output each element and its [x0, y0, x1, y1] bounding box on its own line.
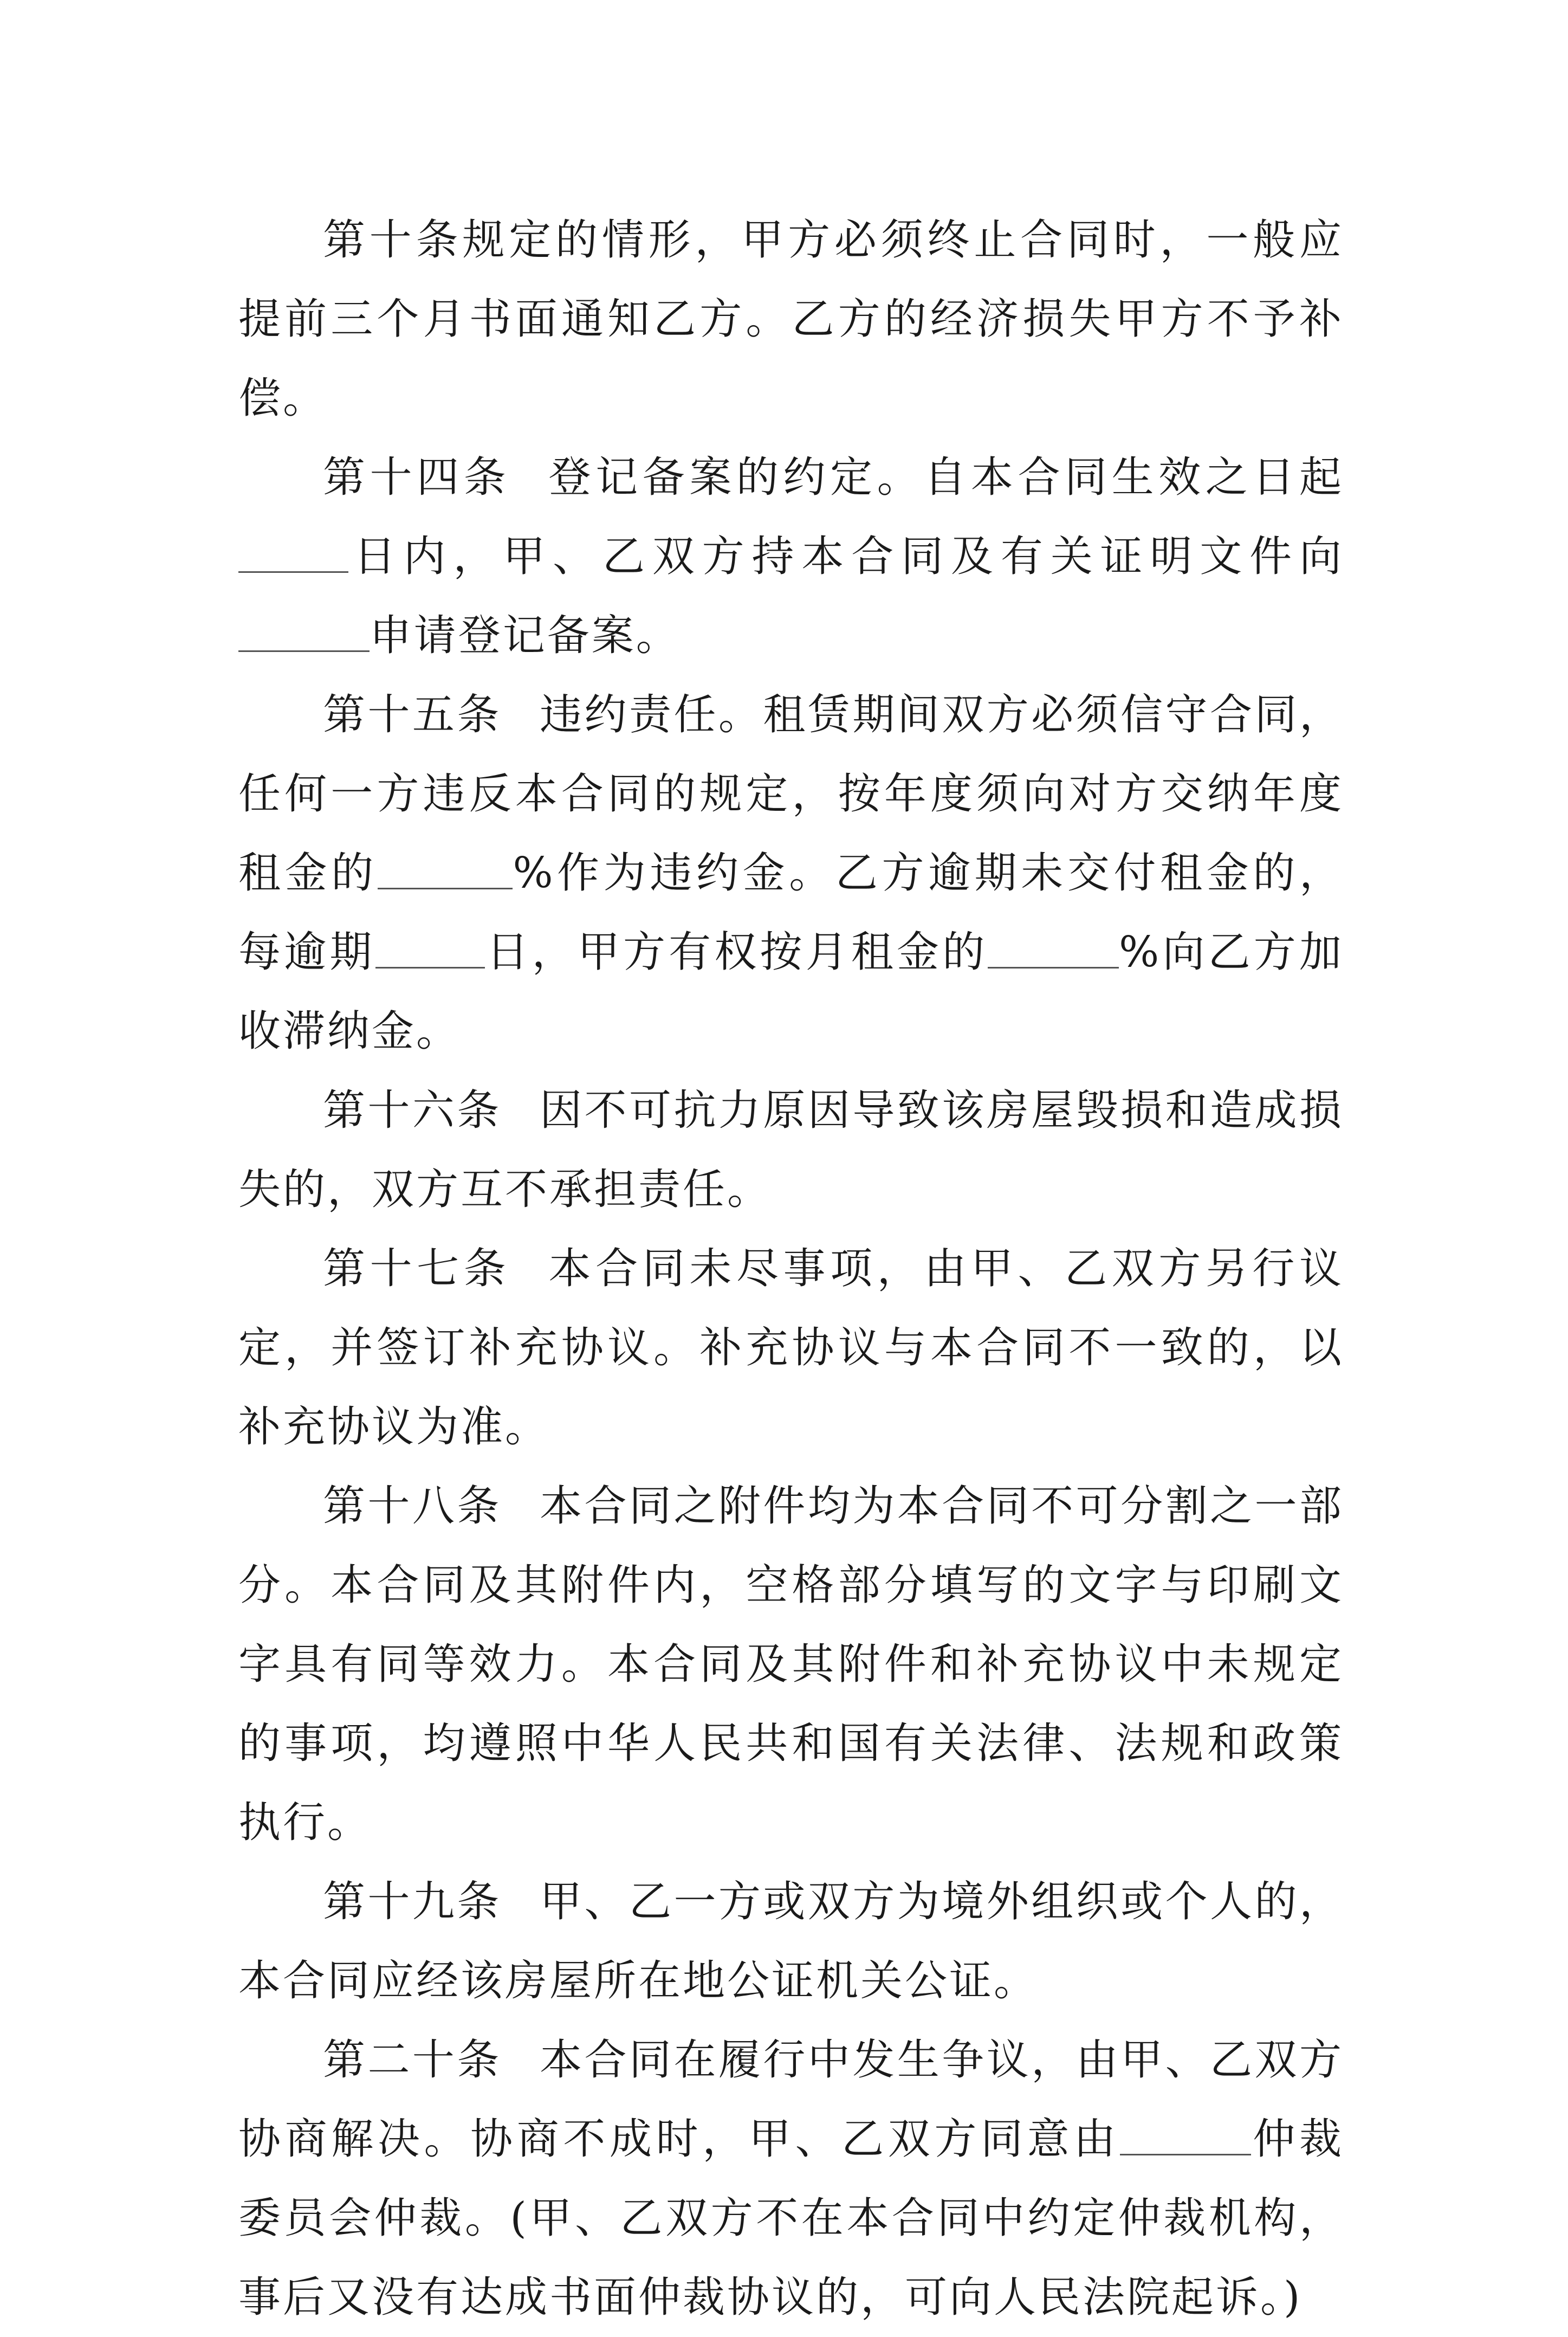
fill-blank-days: [238, 533, 348, 573]
paragraph-article-20: [238, 2020, 1344, 2337]
paragraph-text: 日，甲方有权按月租金的: [485, 928, 988, 977]
paragraph-text: 登记备案的约定。自本合同生效之日起: [548, 453, 1344, 502]
fill-blank-arbitration-commission: [1120, 2116, 1251, 2155]
paragraph-text: 第十条规定的情形，甲方必须终止合同时，一般应提前三个月书面通知乙方。乙方的经济损失甲方不予补偿。: [238, 216, 1344, 423]
paragraph-article-14: [238, 438, 1344, 675]
paragraph-text: 本合同在履行中发生争议，由甲、乙双方协商解决。协商不成时，甲、乙双方同意由: [238, 2036, 1344, 2164]
paragraph-text: 本合同未尽事项，由甲、乙双方另行议定，并签订补充协议。补充协议与本合同不一致的，以补充协议为准。: [238, 1244, 1344, 1451]
fill-blank-penalty-percent: [378, 850, 513, 889]
paragraph-text: 违约责任。租赁期间双方必须信守合同，任何一方违反本合同的规定，按年度须向对方交纳年度租金的: [238, 690, 1344, 898]
paragraph-text: 甲、乙一方或双方为境外组织或个人的，本合同应经该房屋所在地公证机关公证。: [238, 1877, 1344, 2005]
paragraph-text: 申请登记备案。: [369, 611, 681, 660]
article-number: 第十五条: [323, 690, 502, 739]
paragraph-text: 仲裁委员会仲裁。(甲、乙双方不在本合同中约定仲裁机构，事后又没有达成书面仲裁协议的，可向人民法院起诉。): [238, 2115, 1344, 2322]
fill-blank-registration-authority: [238, 612, 370, 652]
paragraph-article-16: [238, 1071, 1344, 1229]
fill-blank-late-fee-percent: [988, 929, 1119, 969]
paragraph-article-18: [238, 1467, 1344, 1862]
article-number: 第十七条: [323, 1244, 511, 1293]
paragraph-text: 本合同之附件均为本合同不可分割之一部分。本合同及其附件内，空格部分填写的文字与印刷文字具有同等效力。本合同及其附件和补充协议中未规定的事项，均遵照中华人民共和国有关法律、法规和政策执行。: [238, 1482, 1344, 1847]
article-number: 第十八条: [323, 1482, 502, 1531]
paragraph-text: %作为违约金。乙方逾期未交付租金的，每逾期: [238, 849, 1344, 977]
paragraph-article-13-tail: [238, 201, 1344, 438]
paragraph-article-17: [238, 1229, 1344, 1467]
article-number: 第十四条: [323, 453, 511, 502]
article-number: 第十九条: [323, 1877, 502, 1926]
article-number: 第十六条: [323, 1086, 502, 1135]
paragraph-text: %向乙方加收滞纳金。: [238, 928, 1344, 1056]
paragraph-article-19: [238, 1862, 1344, 2020]
fill-blank-overdue-days: [375, 929, 485, 969]
article-number: 第二十条: [323, 2036, 502, 2084]
paragraph-article-15: [238, 675, 1344, 1071]
document-body: [238, 201, 1344, 2337]
paragraph-text: 日内，甲、乙双方持本合同及有关证明文件向: [348, 532, 1344, 581]
paragraph-text: 因不可抗力原因导致该房屋毁损和造成损失的，双方互不承担责任。: [238, 1086, 1344, 1214]
